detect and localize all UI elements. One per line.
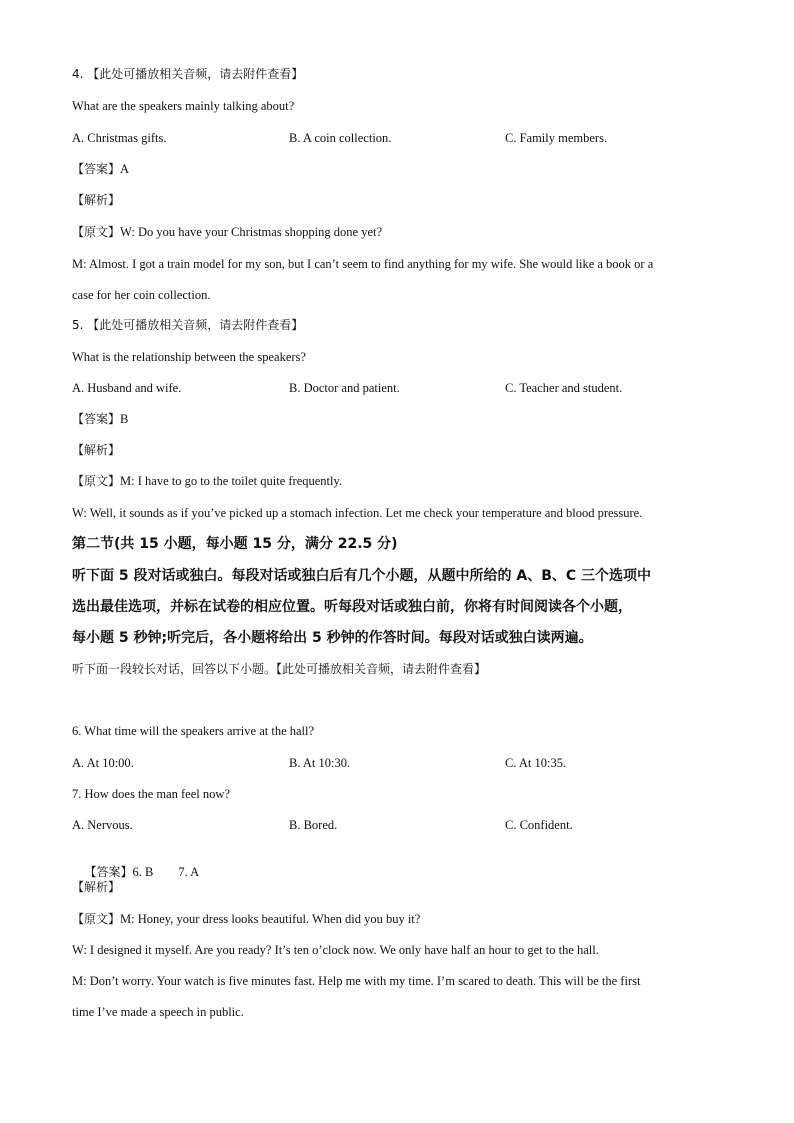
- section-instruction-3: 每小题 5 秒钟;听完后，各小题将给出 5 秒钟的作答时间。每段对话或独白读两遍。: [72, 630, 593, 646]
- q5-question: What is the relationship between the speakers?: [72, 350, 306, 364]
- q5-option-b: B. Doctor and patient.: [289, 381, 400, 395]
- q5-source-line-2: W: Well, it sounds as if you’ve picked up a stomach infection. Let me check your temperature and blood pressure.: [72, 506, 643, 520]
- q4-analysis: [72, 192, 120, 208]
- q6-option-a: A. At 10:00.: [72, 756, 134, 770]
- section-instruction-1: 听下面 5 段对话或独白。每段对话或独白后有几个小题，从题中所给的 A、B、C 三个选项中: [72, 568, 652, 584]
- q7-option-a: A. Nervous.: [72, 818, 133, 832]
- answer-tag: 【答案】: [72, 412, 121, 426]
- q7-option-b: B. Bored.: [289, 818, 338, 832]
- q5-analysis: [72, 442, 120, 458]
- section-intro: 听下面一段较长对话，回答以下小题。【此处可播放相关音频，请去附件查看】: [72, 662, 487, 676]
- analysis-tag: 【解析】: [72, 880, 121, 894]
- source-tag: 【原文】: [72, 912, 121, 926]
- q5-header: 5. 【此处可播放相关音频，请去附件查看】: [72, 318, 304, 332]
- q4-answer: [72, 161, 129, 177]
- answer-tag: 【答案】: [72, 162, 121, 176]
- q4-question: What are the speakers mainly talking about?: [72, 99, 295, 113]
- answer-value: A: [120, 162, 130, 176]
- q4-header: 4. 【此处可播放相关音频，请去附件查看】: [72, 67, 304, 81]
- answer-value: 6. B 7. A: [132, 865, 200, 879]
- q4-option-b: B. A coin collection.: [289, 131, 392, 145]
- q67-source-line-1: [72, 911, 420, 927]
- answer-tag: 【答案】: [84, 865, 133, 879]
- section-instruction-2: 选出最佳选项，并标在试卷的相应位置。听每段对话或独白前，你将有时间阅读各个小题，: [72, 599, 632, 615]
- q67-source-line-2: W: I designed it myself. Are you ready? It’s ten o’clock now. We only have half an hour to get to the hall.: [72, 943, 599, 957]
- section-title: 第二节(共 15 小题，每小题 15 分，满分 22.5 分): [72, 536, 398, 552]
- q4-source-line-2: M: Almost. I got a train model for my son, but I can’t seem to find anything for my wife. She would like a book or a: [72, 257, 654, 271]
- q4-source-line-3: case for her coin collection.: [72, 288, 211, 302]
- q6-option-b: B. At 10:30.: [289, 756, 351, 770]
- q5-answer: [72, 411, 128, 427]
- q7-question: 7. How does the man feel now?: [72, 787, 230, 801]
- q5-option-c: C. Teacher and student.: [505, 381, 623, 395]
- q4-source-line-1: [72, 224, 382, 240]
- source-text: W: Do you have your Christmas shopping done yet?: [120, 225, 383, 239]
- analysis-tag: 【解析】: [72, 193, 121, 207]
- q5-option-a: A. Husband and wife.: [72, 381, 182, 395]
- answer-value: B: [120, 412, 129, 426]
- q6-question: 6. What time will the speakers arrive at the hall?: [72, 724, 315, 738]
- q67-source-line-4: time I’ve made a speech in public.: [72, 1005, 244, 1019]
- q67-analysis: [72, 879, 120, 895]
- q5-source-line-1: [72, 473, 342, 489]
- q67-source-line-3: M: Don’t worry. Your watch is five minutes fast. Help me with my time. I’m scared to death. This will be the first: [72, 974, 641, 988]
- q6-option-c: C. At 10:35.: [505, 756, 567, 770]
- q4-option-a: A. Christmas gifts.: [72, 131, 167, 145]
- analysis-tag: 【解析】: [72, 443, 121, 457]
- source-text: M: Honey, your dress looks beautiful. When did you buy it?: [120, 912, 421, 926]
- source-tag: 【原文】: [72, 474, 121, 488]
- source-text: M: I have to go to the toilet quite frequently.: [120, 474, 343, 488]
- q4-option-c: C. Family members.: [505, 131, 608, 145]
- q7-option-c: C. Confident.: [505, 818, 573, 832]
- source-tag: 【原文】: [72, 225, 121, 239]
